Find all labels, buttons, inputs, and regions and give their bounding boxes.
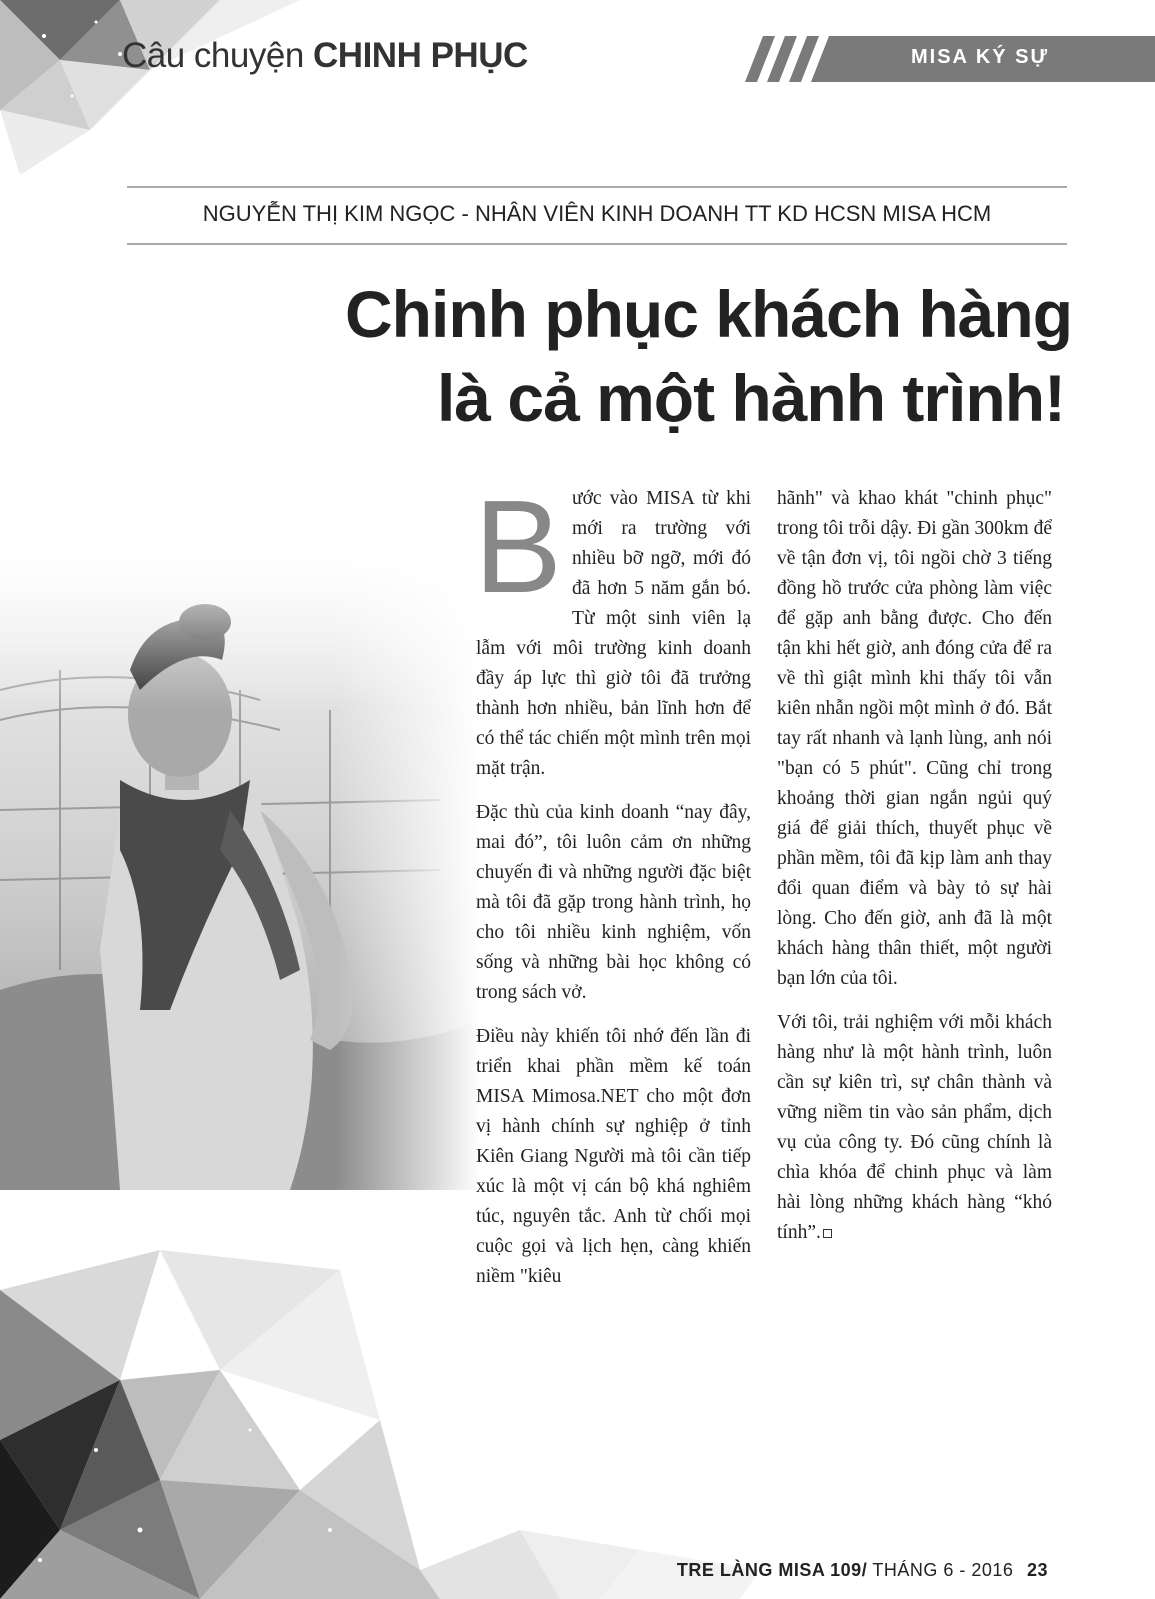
headline-line-1: Chinh phục khách hàng <box>345 277 1073 351</box>
divider-bottom <box>127 243 1067 245</box>
decorative-pattern-bottom <box>0 1230 900 1599</box>
issue-date: THÁNG 6 - 2016 <box>872 1560 1014 1580</box>
page-footer <box>677 1560 1048 1581</box>
author-photo <box>0 550 480 1190</box>
publication-name: TRE LÀNG MISA 109/ <box>676 1560 868 1580</box>
end-of-article-icon <box>823 1229 832 1238</box>
article-headline <box>345 272 1073 440</box>
author-byline: NGUYỄN THỊ KIM NGỌC - NHÂN VIÊN KINH DOANH TT KD HCSN MISA HCM <box>202 201 992 226</box>
paragraph <box>777 1008 1052 1248</box>
page-number: 23 <box>1026 1560 1048 1580</box>
section-title: CHINH PHỤC <box>313 36 528 75</box>
section-tag-label: MISA KÝ SỰ <box>911 46 1050 68</box>
section-label <box>122 36 528 76</box>
headline-line-2: là cả một hành trình! <box>436 361 1065 435</box>
section-tag <box>745 36 1155 82</box>
paragraph-text: ước vào MISA từ khi mới ra trường với nhiều bỡ ngỡ, mới đó đã hơn 5 năm gắn bó. Từ một sinh viên lạ lẫm với môi trường kinh doanh đầy áp lực thì giờ tôi đã trưởng thành hơn nhiều, bản lĩnh hơn để có thể tác chiến một mình trên mọi mặt trận. <box>476 488 751 779</box>
section-prefix: Câu chuyện <box>122 36 304 75</box>
paragraph: Điều này khiến tôi nhớ đến lần đi triển khai phần mềm kế toán MISA Mimosa.NET cho một đơn vị hành chính sự nghiệp ở tỉnh Kiên Giang Người mà tôi cần tiếp xúc là một vị cán bộ khá nghiêm túc, nguyên tắc. Anh từ chối mọi cuộc gọi và lịch hẹn, càng khiến niềm "kiêu <box>476 1026 751 1287</box>
paragraph <box>474 473 751 784</box>
article-column-2 <box>777 484 1052 1262</box>
paragraph-text: Với tôi, trải nghiệm với mỗi khách hàng như là một hành trình, luôn cần sự kiên trì, sự chân thành và vững niềm tin vào sản phẩm, dịch vụ của công ty. Đó cũng chính là chìa khóa để chinh phục và làm hài lòng những khách hàng “khó tính”. <box>777 1012 1052 1243</box>
article-column-1 <box>474 473 751 1306</box>
paragraph: Đặc thù của kinh doanh “nay đây, mai đó”, tôi luôn cảm ơn những chuyến đi và những người đặc biệt mà tôi đã gặp trong hành trình, họ cho tôi nhiều kinh nghiệm, vốn sống và những bài học không có trong sách vở. <box>476 802 751 1003</box>
decorative-pattern-top <box>0 0 300 190</box>
drop-cap: B <box>474 473 563 620</box>
paragraph: hãnh" và khao khát "chinh phục" trong tôi trỗi dậy. Đi gần 300km để về tận đơn vị, tôi ngồi chờ 3 tiếng đồng hồ trước cửa phòng làm việc để gặp anh bằng được. Cho đến tận khi hết giờ, anh đóng cửa để ra về thì giật mình khi thấy tôi vẫn kiên nhẫn ngồi một mình ở đó. Bắt tay rất nhanh và lạnh lùng, anh nói "bạn có 5 phút". Cũng chỉ trong khoảng thời gian ngắn ngủi quý giá để giải thích, thuyết phục về phần mềm, tôi đã kịp làm anh thay đổi quan điểm và bày tỏ sự hài lòng. Cho đến giờ, anh đã là một khách hàng thân thiết, một người bạn lớn của tôi. <box>777 488 1052 989</box>
divider-top <box>127 186 1067 188</box>
